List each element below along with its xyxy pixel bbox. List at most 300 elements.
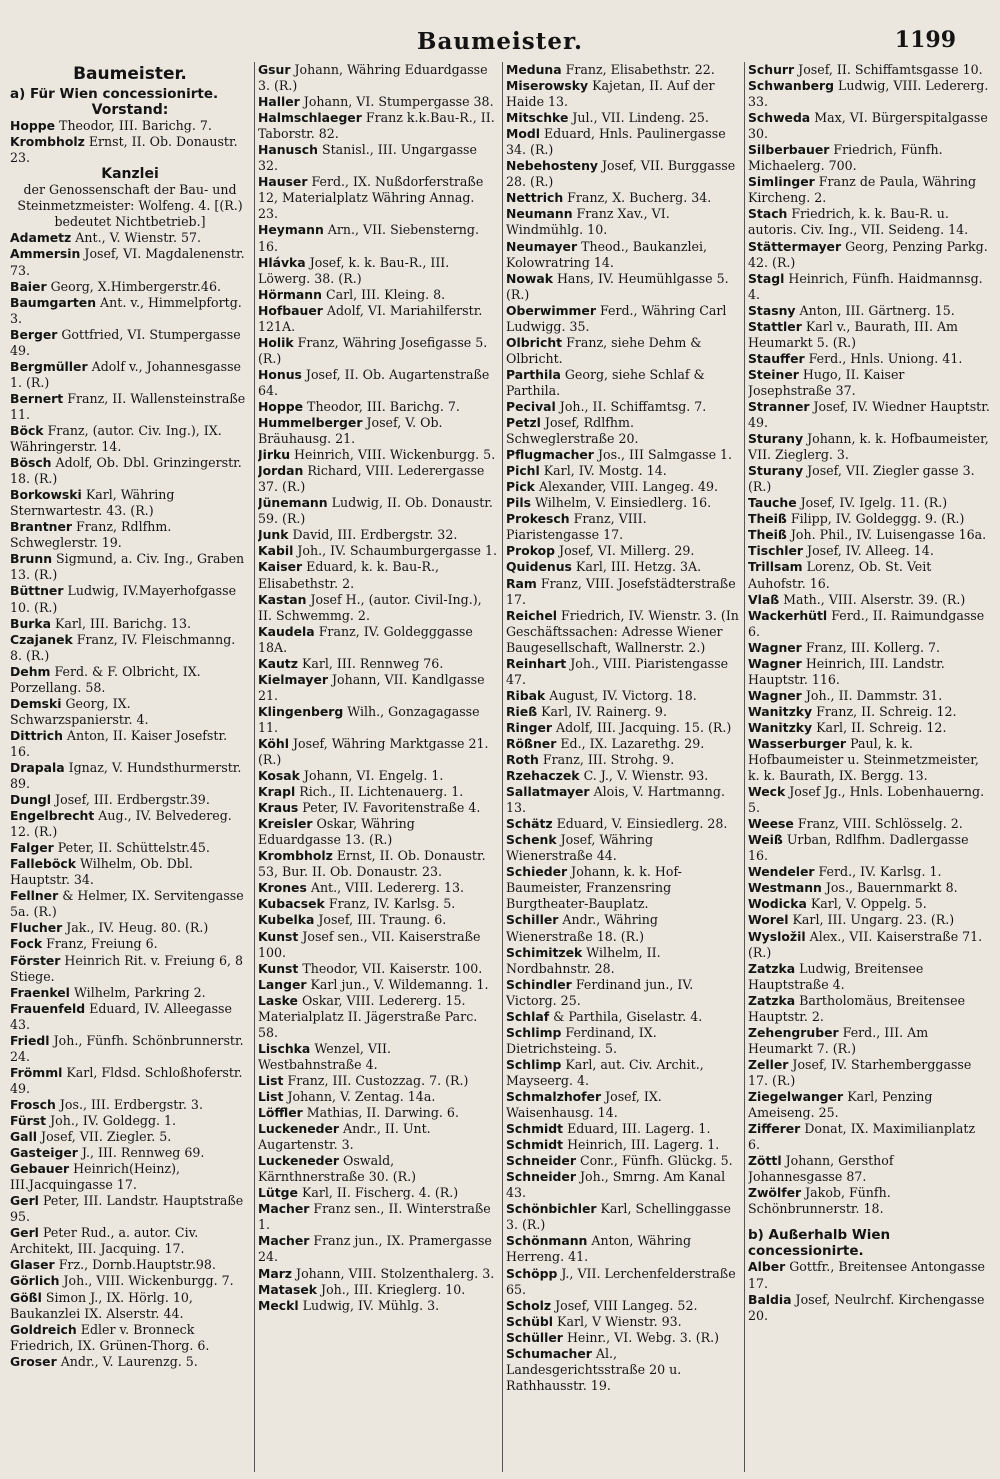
directory-entry bbox=[10, 327, 250, 359]
entry-name: Lischka bbox=[258, 1040, 311, 1056]
directory-entry bbox=[748, 704, 990, 720]
entry-name: Ribak bbox=[506, 687, 546, 703]
directory-entry bbox=[258, 848, 498, 880]
directory-entry bbox=[506, 945, 740, 977]
entry-details: Karl, III. Barichg. 13. bbox=[55, 615, 191, 631]
directory-entry bbox=[10, 1097, 250, 1113]
entry-details: Georg, Penzing Parkg. 42. (R.) bbox=[748, 238, 988, 270]
entry-name: Trillsam bbox=[748, 559, 803, 575]
directory-entry bbox=[506, 158, 740, 190]
directory-entry bbox=[258, 1105, 498, 1121]
column-3 bbox=[506, 62, 740, 1472]
entry-name: List bbox=[258, 1072, 284, 1088]
directory-entry bbox=[10, 487, 250, 519]
directory-entry bbox=[258, 447, 498, 463]
entry-details: Franz, IV. Karlsg. 5. bbox=[328, 896, 456, 912]
entry-details: Karl v., Baurath, III. Am Heumarkt 5. (R.) bbox=[748, 318, 958, 350]
directory-entry bbox=[506, 399, 740, 415]
entry-name: Tauche bbox=[748, 495, 797, 511]
entry-details: Joh., VIII. Wickenburgg. 7. bbox=[63, 1273, 234, 1289]
directory-entry bbox=[258, 1073, 498, 1089]
entry-name: Zwölfer bbox=[748, 1185, 802, 1201]
entry-details: Ferdinand jun., IV. Victorg. 25. bbox=[506, 976, 694, 1008]
directory-entry bbox=[748, 527, 990, 543]
entry-details: Gottfr., Breitensee Antongasse 17. bbox=[748, 1259, 985, 1291]
entry-details: Adolf, VI. Mariahilferstr. 121A. bbox=[258, 302, 483, 334]
entry-details: Sigmund, a. Civ. Ing., Graben 13. (R.) bbox=[10, 551, 245, 583]
entry-name: Hanusch bbox=[258, 142, 318, 158]
entry-details: J., III. Rennweg 69. bbox=[81, 1145, 205, 1161]
entry-name: Löffler bbox=[258, 1105, 303, 1121]
entry-details: Josef, Neulrchf. Kirchengasse 20. bbox=[748, 1291, 985, 1323]
directory-entry bbox=[10, 1354, 250, 1370]
entry-details: Franz, Elisabethstr. 22. bbox=[565, 62, 715, 77]
directory-entry bbox=[10, 583, 250, 615]
directory-entry bbox=[748, 993, 990, 1025]
entry-name: Förster bbox=[10, 952, 61, 968]
directory-entry bbox=[10, 1225, 250, 1257]
entry-details: Ferd., Hnls. Uniong. 41. bbox=[808, 350, 963, 366]
entry-details: Friedrich, Fünfh. Michaelerg. 700. bbox=[748, 142, 943, 174]
entry-details: Ludwig, IV.Mayerhofgasse 10. (R.) bbox=[10, 583, 237, 615]
entry-name: Weiß bbox=[748, 832, 783, 848]
directory-entry bbox=[506, 415, 740, 447]
entry-name: Wagner bbox=[748, 687, 802, 703]
directory-entry bbox=[258, 768, 498, 784]
entry-details: Arn., VII. Siebensterng. 16. bbox=[258, 222, 479, 254]
entry-name: Wysložil bbox=[748, 928, 806, 944]
entry-name: Laske bbox=[258, 992, 298, 1008]
directory-entry bbox=[10, 1113, 250, 1129]
entry-name: Sallatmayer bbox=[506, 784, 590, 800]
entry-name: Gerl bbox=[10, 1225, 39, 1241]
directory-entry bbox=[258, 559, 498, 591]
entry-name: Demski bbox=[10, 695, 62, 711]
directory-entry bbox=[10, 888, 250, 920]
directory-entry bbox=[748, 880, 990, 896]
entry-details: Josef, III. Erdbergstr.39. bbox=[55, 792, 210, 808]
entry-name: Ringer bbox=[506, 719, 552, 735]
entry-details: Ferd., IX. Nußdorferstraße 12, Materialplatz Währing Annag. 23. bbox=[258, 174, 484, 222]
directory-entry bbox=[258, 142, 498, 174]
entry-details: Adolf, Ob. Dbl. Grinzingerstr. 18. (R.) bbox=[10, 455, 242, 487]
directory-entry bbox=[506, 126, 740, 158]
directory-entry bbox=[10, 760, 250, 792]
entry-details: Karl, IV. Mostg. 14. bbox=[543, 463, 667, 479]
entry-name: Baumgarten bbox=[10, 294, 97, 310]
entry-name: Schüller bbox=[506, 1329, 563, 1345]
entry-details: Theodor, VII. Kaiserstr. 100. bbox=[302, 960, 483, 976]
directory-entry bbox=[10, 423, 250, 455]
entry-name: Neumayer bbox=[506, 238, 578, 254]
directory-entry bbox=[258, 1121, 498, 1153]
entry-details: Wilhelm, II. Nordbahnstr. 28. bbox=[506, 944, 661, 976]
entry-name: Wackerhütl bbox=[748, 607, 828, 623]
directory-entry bbox=[506, 1330, 740, 1346]
entry-name: Westmann bbox=[748, 880, 822, 896]
directory-entry bbox=[748, 463, 990, 495]
directory-entry bbox=[748, 929, 990, 961]
entry-details: Jul., VII. Lindeng. 25. bbox=[572, 110, 709, 126]
directory-entry bbox=[506, 1009, 740, 1025]
directory-entry bbox=[748, 720, 990, 736]
entry-name: Schneider bbox=[506, 1153, 576, 1169]
entry-details: Josef, VII. Burggasse 28. (R.) bbox=[506, 158, 736, 190]
entry-name: Schindler bbox=[506, 976, 572, 992]
directory-entry bbox=[506, 479, 740, 495]
entry-name: Ammersin bbox=[10, 246, 81, 262]
entry-name: Schübl bbox=[506, 1313, 554, 1329]
entry-name: Simlinger bbox=[748, 174, 815, 190]
entry-details: Urban, Rdlfhm. Dadlergasse 16. bbox=[748, 832, 969, 864]
entry-details: Ant., VIII. Ledererg. 13. bbox=[310, 880, 465, 896]
directory-entry bbox=[10, 936, 250, 952]
entry-name: Hörmann bbox=[258, 286, 322, 302]
directory-entry bbox=[748, 784, 990, 816]
entry-name: Theiß bbox=[748, 511, 787, 527]
entry-details: Josef, Rdlfhm. Schweglerstraße 20. bbox=[506, 415, 639, 447]
directory-entry bbox=[506, 1233, 740, 1265]
entry-details: Wilhelm, Ob. Dbl. Hauptstr. 34. bbox=[10, 856, 193, 888]
directory-entry bbox=[258, 912, 498, 928]
entry-name: Schlaf bbox=[506, 1008, 550, 1024]
directory-entry bbox=[506, 1057, 740, 1089]
directory-entry bbox=[748, 62, 990, 78]
entry-name: Meduna bbox=[506, 62, 562, 77]
entry-details: Ludwig, II. Ob. Donaustr. 59. (R.) bbox=[258, 495, 493, 527]
entry-name: Dungl bbox=[10, 792, 52, 808]
directory-entry bbox=[506, 704, 740, 720]
entry-name: Pils bbox=[506, 495, 531, 511]
entry-details: Johann, VII. Kandlgasse 21. bbox=[258, 671, 485, 703]
directory-entry bbox=[506, 1153, 740, 1169]
entry-details: Aug., IV. Belvedereg. 12. (R.) bbox=[10, 808, 232, 840]
entry-details: Joh., IV. Goldegg. 1. bbox=[50, 1113, 177, 1128]
entry-details: Ant., V. Wienstr. 57. bbox=[75, 230, 201, 246]
directory-entry bbox=[506, 335, 740, 367]
entry-name: Krones bbox=[258, 880, 307, 896]
column-4 bbox=[748, 62, 990, 1472]
entry-name: Fürst bbox=[10, 1113, 47, 1128]
entry-details: Georg, X.Himbergerstr.46. bbox=[50, 278, 221, 294]
entry-name: Steiner bbox=[748, 366, 799, 382]
entry-details: Franz, III. Custozzag. 7. (R.) bbox=[287, 1072, 469, 1088]
directory-entry bbox=[258, 303, 498, 335]
entry-details: Ferd., II. Raimundgasse 6. bbox=[748, 607, 985, 639]
directory-entry bbox=[10, 1257, 250, 1273]
entry-details: Karl jun., V. Wildemanng. 1. bbox=[310, 976, 489, 992]
entry-name: Kraus bbox=[258, 800, 299, 816]
entry-details: Theodor, III. Barichg. 7. bbox=[307, 398, 460, 414]
entry-details: Theod., Baukanzlei, Kolowratring 14. bbox=[506, 238, 707, 270]
directory-entry bbox=[10, 856, 250, 888]
directory-entry bbox=[258, 367, 498, 399]
directory-entry bbox=[10, 359, 250, 391]
entry-details: Ferd. & F. Olbricht, IX. Porzellang. 58. bbox=[10, 663, 201, 695]
entry-details: Karl, Währing Sternwartestr. 43. (R.) bbox=[10, 487, 175, 519]
entry-details: Joh., III. Krieglerg. 10. bbox=[321, 1281, 466, 1297]
entry-details: Karl, Schellinggasse 3. (R.) bbox=[506, 1201, 731, 1233]
directory-entry bbox=[258, 1266, 498, 1282]
entry-details: Donat, IX. Maximilianplatz 6. bbox=[748, 1121, 976, 1153]
entry-name: Luckeneder bbox=[258, 1121, 339, 1137]
entry-name: Bernert bbox=[10, 390, 64, 406]
directory-entry bbox=[258, 977, 498, 993]
entry-name: Ziegelwanger bbox=[748, 1089, 844, 1104]
directory-entry bbox=[506, 784, 740, 816]
directory-columns bbox=[10, 62, 990, 1472]
subsection-heading: b) Außerhalb Wien concessionirte. bbox=[748, 1227, 891, 1260]
directory-entry bbox=[748, 816, 990, 832]
section-heading: Baumeister. bbox=[73, 64, 187, 84]
directory-entry bbox=[10, 664, 250, 696]
entry-details: Franz, (autor. Civ. Ing.), IX. Währingerstr. 14. bbox=[10, 422, 222, 455]
directory-entry bbox=[258, 255, 498, 287]
entry-details: Edler v. Bronneck Friedrich, IX. Grünen-Thorg. 6. bbox=[10, 1321, 210, 1353]
entry-details: Karl, aut. Civ. Archit., Mayseerg. 4. bbox=[506, 1056, 704, 1088]
page-number: 1199 bbox=[894, 27, 956, 53]
entry-name: Oberwimmer bbox=[506, 302, 596, 318]
entry-details: Filipp, IV. Goldeggg. 9. (R.) bbox=[790, 511, 965, 527]
entry-name: Schmidt bbox=[506, 1121, 564, 1137]
directory-entry bbox=[258, 495, 498, 527]
directory-entry bbox=[258, 896, 498, 912]
entry-name: Brantner bbox=[10, 519, 72, 535]
directory-entry bbox=[748, 1089, 990, 1121]
entry-details: Adolf, III. Jacquing. 15. (R.) bbox=[556, 719, 732, 735]
directory-entry bbox=[506, 1314, 740, 1330]
directory-entry bbox=[748, 656, 990, 688]
entry-name: Stagl bbox=[748, 270, 785, 286]
entry-details: Johann, Gersthof Johannesgasse 87. bbox=[748, 1153, 894, 1185]
directory-entry bbox=[258, 94, 498, 110]
entry-name: Macher bbox=[258, 1233, 310, 1249]
entry-name: Schönbichler bbox=[506, 1201, 597, 1217]
entry-details: Wenzel, VII. Westbahnstraße 4. bbox=[258, 1040, 391, 1072]
entry-details: Franz, Freiung 6. bbox=[46, 936, 158, 952]
directory-entry bbox=[10, 134, 250, 166]
entry-name: Weese bbox=[748, 816, 794, 832]
directory-entry bbox=[258, 415, 498, 447]
entry-details: Peter, IV. Favoritenstraße 4. bbox=[302, 800, 481, 816]
entry-name: Kaudela bbox=[258, 623, 315, 639]
directory-entry bbox=[748, 543, 990, 559]
entry-details: Joh., VIII. Piaristengasse 47. bbox=[506, 655, 729, 687]
entry-name: Jordan bbox=[258, 463, 304, 479]
entry-details: Carl, III. Kleing. 8. bbox=[325, 286, 446, 302]
entry-details: Heinrich, VIII. Wickenburgg. 5. bbox=[294, 447, 496, 463]
entry-details: Ed., IX. Lazarethg. 29. bbox=[560, 735, 705, 751]
entry-name: Zifferer bbox=[748, 1121, 801, 1137]
entry-name: Stättermayer bbox=[748, 238, 842, 254]
entry-details: Paul, k. k. Hofbaumeister u. Steinmetzmeister, k. k. Baurath, IX. Bergg. 13. bbox=[748, 735, 979, 784]
directory-entry bbox=[506, 559, 740, 575]
entry-name: Wagner bbox=[748, 655, 802, 671]
entry-details: Bartholomäus, Breitensee Hauptstr. 2. bbox=[748, 992, 966, 1024]
entry-details: Wilhelm, V. Einsiedlerg. 16. bbox=[534, 495, 712, 511]
directory-entry bbox=[506, 912, 740, 944]
entry-details: Ludwig, Breitensee Hauptstraße 4. bbox=[748, 960, 924, 992]
entry-name: Berger bbox=[10, 326, 58, 342]
entry-name: Stach bbox=[748, 206, 788, 222]
entry-details: Heinrich(Heinz), III.Jacquingasse 17. bbox=[10, 1161, 180, 1193]
section-heading: Kanzlei bbox=[101, 166, 159, 183]
directory-entry bbox=[10, 1273, 250, 1289]
directory-entry bbox=[506, 1089, 740, 1121]
directory-entry bbox=[748, 239, 990, 271]
entry-name: Quidenus bbox=[506, 559, 572, 575]
directory-entry bbox=[506, 239, 740, 271]
directory-entry bbox=[506, 511, 740, 543]
entry-name: Drapala bbox=[10, 759, 65, 775]
entry-details: Friedrich, IV. Wienstr. 3. (In Geschäftssachen: Adresse Wiener Baugesellschaft, Wallnerstr. 2.) bbox=[506, 607, 739, 655]
entry-details: Anton, Währing Herreng. 41. bbox=[506, 1233, 692, 1265]
entry-name: Marz bbox=[258, 1265, 293, 1281]
entry-details: Oskar, Währing Eduardgasse 13. (R.) bbox=[258, 816, 415, 848]
entry-name: Zehengruber bbox=[748, 1024, 839, 1040]
entry-name: Macher bbox=[258, 1201, 310, 1217]
entry-details: Joh., IV. Schaumburgergasse 1. bbox=[297, 543, 498, 559]
entry-name: Glaser bbox=[10, 1257, 55, 1273]
entry-name: Schwanberg bbox=[748, 78, 834, 94]
entry-details: Heinrich Rit. v. Freiung 6, 8 Stiege. bbox=[10, 952, 243, 984]
entry-name: Meckl bbox=[258, 1297, 299, 1313]
entry-details: & Helmer, IX. Servitengasse 5a. (R.) bbox=[10, 888, 244, 920]
entry-name: Kastan bbox=[258, 591, 307, 607]
entry-details: Karl, III. Ungarg. 23. (R.) bbox=[792, 912, 955, 928]
entry-name: Tischler bbox=[748, 543, 804, 559]
directory-entry bbox=[506, 190, 740, 206]
directory-entry bbox=[10, 455, 250, 487]
directory-entry bbox=[748, 640, 990, 656]
entry-details: Franz, II. Schreig. 12. bbox=[816, 703, 957, 719]
entry-name: Stauffer bbox=[748, 350, 805, 366]
entry-name: Schurr bbox=[748, 62, 795, 77]
entry-name: Jünemann bbox=[258, 495, 328, 511]
entry-details: Heinr., VI. Webg. 3. (R.) bbox=[566, 1329, 720, 1345]
entry-name: Modl bbox=[506, 126, 540, 142]
directory-entry bbox=[748, 912, 990, 928]
entry-details: Theodor, III. Barichg. 7. bbox=[59, 118, 212, 134]
entry-details: Karl, V. Oppelg. 5. bbox=[810, 896, 927, 912]
entry-details: Andr., II. Unt. Augartenstr. 3. bbox=[258, 1121, 431, 1153]
section-note: der Genossenschaft der Bau- und Steinmetzmeister: Wolfeng. 4. [(R.) bedeutet Nichtbetrieb.] bbox=[17, 182, 243, 230]
entry-name: Bergmüller bbox=[10, 358, 88, 374]
directory-entry bbox=[258, 672, 498, 704]
entry-name: Neumann bbox=[506, 206, 573, 222]
entry-details: Karl, III. Hetzg. 3A. bbox=[575, 559, 702, 575]
page-title: Baumeister. bbox=[417, 28, 583, 55]
entry-name: Heymann bbox=[258, 222, 324, 238]
directory-entry bbox=[258, 110, 498, 142]
entry-details: Franz Xav., VI. Windmühlg. 10. bbox=[506, 206, 670, 238]
entry-details: Josef, IX. Waisenhausg. 14. bbox=[506, 1089, 662, 1121]
entry-name: Prokesch bbox=[506, 511, 570, 527]
entry-name: Frosch bbox=[10, 1096, 56, 1112]
entry-name: Sturany bbox=[748, 431, 804, 447]
entry-details: Franz jun., IX. Pramergasse 24. bbox=[258, 1233, 492, 1265]
entry-details: Joh., II. Schiffamtsg. 7. bbox=[559, 398, 707, 414]
entry-name: Prokop bbox=[506, 543, 555, 559]
entry-details: Rich., II. Lichtenauerg. 1. bbox=[299, 784, 464, 800]
entry-details: Heinrich, III. Landstr. Hauptstr. 116. bbox=[748, 655, 945, 687]
entry-name: Flucher bbox=[10, 920, 63, 936]
entry-name: Köhl bbox=[258, 735, 289, 751]
entry-name: Theiß bbox=[748, 527, 787, 543]
entry-details: Stanisl., III. Ungargasse 32. bbox=[258, 142, 477, 174]
directory-entry bbox=[10, 792, 250, 808]
entry-name: Jirku bbox=[258, 447, 291, 463]
entry-name: Kautz bbox=[258, 655, 298, 671]
entry-details: Johann, k. k. Hof-Baumeister, Franzensring Burgtheater-Bauplatz. bbox=[506, 864, 682, 912]
entry-details: Jos., III. Erdbergstr. 3. bbox=[59, 1096, 203, 1112]
entry-name: Reichel bbox=[506, 607, 558, 623]
entry-name: Alber bbox=[748, 1259, 786, 1275]
directory-entry bbox=[748, 864, 990, 880]
entry-name: Krombholz bbox=[10, 134, 85, 150]
entry-details: Joh., Smrng. Am Kanal 43. bbox=[506, 1169, 726, 1201]
entry-details: Josef sen., VII. Kaiserstraße 100. bbox=[258, 928, 481, 960]
entry-details: Wilhelm, Parkring 2. bbox=[73, 984, 206, 1000]
entry-details: Eduard, III. Lagerg. 1. bbox=[567, 1121, 711, 1137]
directory-entry bbox=[506, 1201, 740, 1233]
entry-details: Peter Rud., a. autor. Civ. Architekt, III. Jacquing. 17. bbox=[10, 1225, 199, 1257]
directory-entry bbox=[258, 399, 498, 415]
entry-name: Schönmann bbox=[506, 1233, 588, 1249]
directory-entry bbox=[10, 632, 250, 664]
entry-details: Franz de Paula, Währing Kircheng. 2. bbox=[748, 174, 977, 206]
entry-details: Mathias, II. Darwing. 6. bbox=[306, 1105, 459, 1121]
entry-name: Schätz bbox=[506, 816, 553, 832]
entry-details: Andr., Währing Wienerstraße 18. (R.) bbox=[506, 912, 658, 944]
entry-details: David, III. Erdbergstr. 32. bbox=[292, 527, 458, 543]
entry-name: Fraenkel bbox=[10, 984, 70, 1000]
entry-details: Jak., IV. Heug. 80. (R.) bbox=[66, 920, 209, 936]
entry-name: Gasteiger bbox=[10, 1145, 78, 1161]
entry-details: Richard, VIII. Lederergasse 37. (R.) bbox=[258, 463, 485, 495]
entry-details: Josef, VI. Millerg. 29. bbox=[559, 543, 695, 559]
entry-name: Klingenberg bbox=[258, 703, 344, 719]
entry-details: Eduard, IV. Alleegasse 43. bbox=[10, 1000, 232, 1032]
entry-name: Büttner bbox=[10, 583, 64, 599]
directory-entry bbox=[748, 559, 990, 591]
entry-name: Fellner bbox=[10, 888, 59, 904]
directory-entry bbox=[506, 768, 740, 784]
directory-entry bbox=[506, 608, 740, 656]
entry-details: Franz, Rdlfhm. Schweglerstr. 19. bbox=[10, 519, 172, 551]
entry-details: Josef, III. Traung. 6. bbox=[318, 912, 447, 928]
entry-details: Franz, VIII. Josefstädterstraße 17. bbox=[506, 575, 736, 607]
entry-name: Burka bbox=[10, 615, 51, 631]
directory-entry bbox=[10, 920, 250, 936]
directory-entry bbox=[506, 495, 740, 511]
entry-details: Peter, II. Schüttelstr.45. bbox=[57, 840, 210, 856]
entry-name: Roth bbox=[506, 752, 539, 768]
entry-details: Friedrich, k. k. Bau-R. u. autoris. Civ. Ing., VII. Seideng. 14. bbox=[748, 206, 969, 238]
directory-entry bbox=[748, 271, 990, 303]
entry-details: Ferd., IV. Karlsg. 1. bbox=[818, 864, 942, 880]
entry-name: Luckeneder bbox=[258, 1153, 339, 1169]
directory-entry bbox=[506, 367, 740, 399]
entry-name: Frauenfeld bbox=[10, 1000, 86, 1016]
entry-details: Ernst, II. Ob. Donaustr. 53, Bur. II. Ob. Donaustr. 23. bbox=[258, 848, 486, 880]
entry-details: Josef, II. Ob. Augartenstraße 64. bbox=[258, 366, 490, 398]
directory-entry bbox=[748, 110, 990, 142]
directory-entry bbox=[10, 118, 250, 134]
entry-details: Franz k.k.Bau-R., II. Taborstr. 82. bbox=[258, 110, 495, 142]
entry-name: Schimitzek bbox=[506, 944, 583, 960]
entry-details: & Parthila, Giselastr. 4. bbox=[553, 1008, 703, 1024]
